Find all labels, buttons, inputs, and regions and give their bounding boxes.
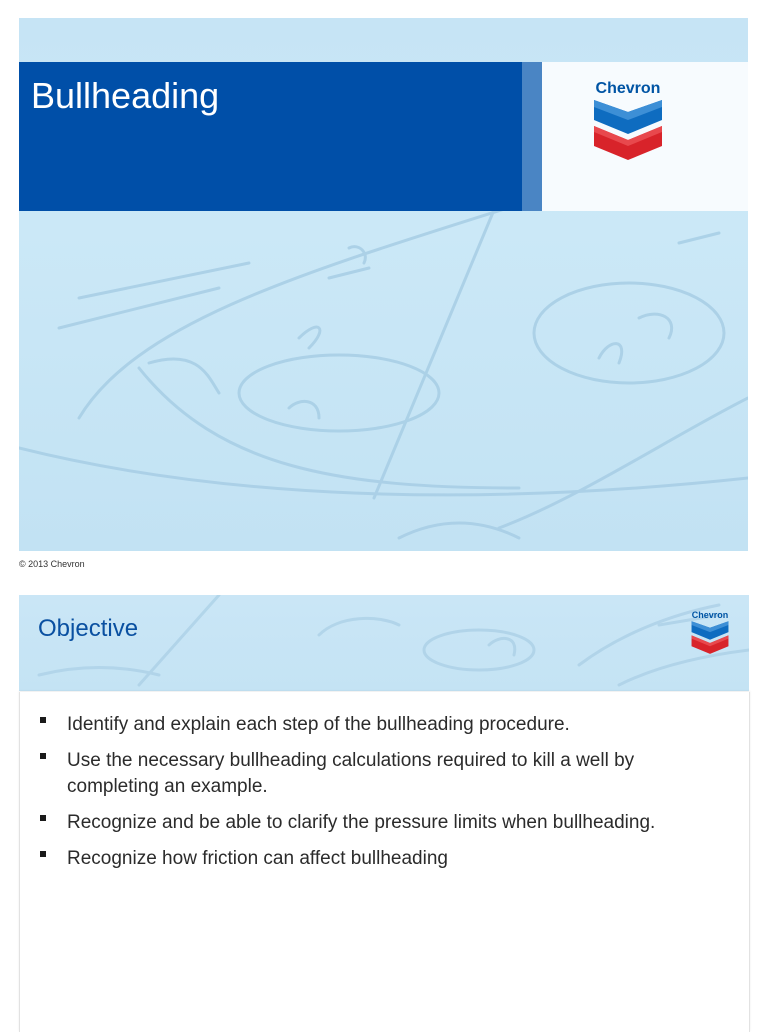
square-bullet-icon <box>40 753 46 759</box>
list-item-text: Identify and explain each step of the bullheading procedure. <box>67 714 570 735</box>
list-item-text: Use the necessary bullheading calculations required to kill a well by completing an example. <box>67 750 635 797</box>
copyright-text: © 2013 Chevron <box>19 559 85 569</box>
list-item <box>40 810 730 836</box>
list-item <box>40 846 730 872</box>
objective-list <box>40 712 730 882</box>
list-item <box>40 712 730 738</box>
list-item-text: Recognize how friction can affect bullheading <box>67 848 448 869</box>
chevron-logo-icon <box>691 620 729 654</box>
chevron-logo-small <box>685 610 735 659</box>
chevron-wordmark: Chevron <box>595 80 661 97</box>
chevron-logo-icon <box>593 98 663 160</box>
objective-title: Objective <box>38 615 139 642</box>
title-band-accent <box>522 62 542 211</box>
square-bullet-icon <box>40 851 46 857</box>
chevron-wordmark: Chevron <box>691 610 729 620</box>
square-bullet-icon <box>40 717 46 723</box>
square-bullet-icon <box>40 815 46 821</box>
slide-title: Bullheading <box>31 75 220 116</box>
chevron-logo <box>588 80 668 165</box>
list-item-text: Recognize and be able to clarify the pressure limits when bullheading. <box>67 812 656 833</box>
list-item <box>40 748 730 800</box>
